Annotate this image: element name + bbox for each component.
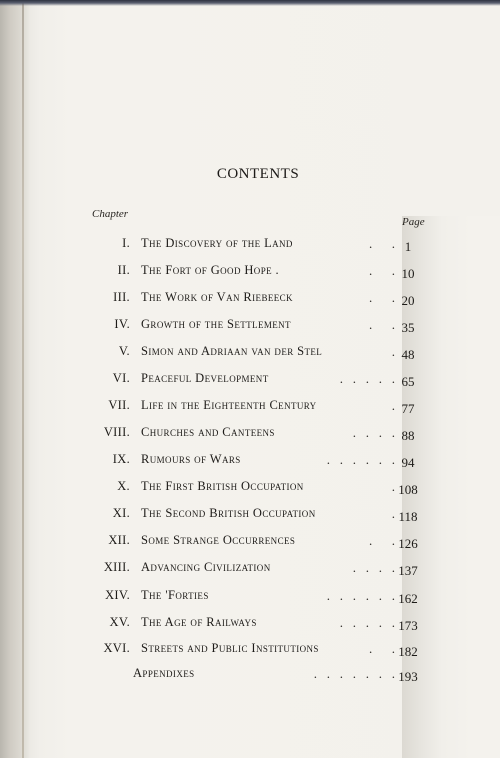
dot-leader: . . — [369, 236, 395, 251]
toc-row — [0, 479, 500, 497]
toc-row — [0, 452, 500, 470]
dot-leader: . . — [369, 290, 395, 305]
page-number: 126 — [398, 536, 418, 551]
page-number: 77 — [401, 401, 415, 416]
chapter-title: Life in the Eighteenth Century — [141, 398, 317, 412]
page-number: 10 — [401, 266, 415, 281]
toc-row — [0, 344, 500, 362]
dot-leader: . . . . . . — [326, 452, 395, 467]
chapter-title: The Work of Van Riebeeck — [141, 290, 293, 304]
page-number: 65 — [401, 374, 415, 389]
page-number: 108 — [398, 482, 418, 497]
chapter-number: XVI. — [103, 641, 130, 655]
page-number: 94 — [401, 455, 415, 470]
page-number: 193 — [398, 669, 418, 684]
chapter-number: VII. — [108, 398, 130, 412]
chapter-title: Streets and Public Institutions — [141, 641, 319, 655]
page-column-header: Page — [402, 216, 500, 758]
toc-row — [0, 588, 500, 606]
chapter-title: Advancing Civilization — [141, 560, 271, 574]
page-number: 173 — [398, 618, 418, 633]
dot-leader: . — [391, 344, 395, 359]
chapter-number: II. — [117, 263, 130, 277]
dot-leader: . — [391, 398, 395, 413]
chapter-title: Peaceful Development — [141, 371, 269, 385]
toc-row — [0, 666, 500, 684]
page-number: 1 — [404, 239, 412, 254]
chapter-number: III. — [113, 290, 130, 304]
chapter-title: The Fort of Good Hope . — [141, 263, 280, 277]
chapter-title: Some Strange Occurrences — [141, 533, 296, 547]
chapter-title: The Second British Occupation — [141, 506, 316, 520]
chapter-title: Rumours of Wars — [141, 452, 241, 466]
chapter-title: Growth of the Settlement — [141, 317, 291, 331]
dot-leader: . — [391, 506, 395, 521]
toc-row — [0, 263, 500, 281]
contents-title: CONTENTS — [216, 166, 300, 182]
chapter-number: XV. — [109, 615, 130, 629]
chapter-title: The 'Forties — [141, 588, 209, 602]
toc-row — [0, 236, 500, 254]
chapter-number: VIII. — [103, 425, 130, 439]
dot-leader: . . . . . . — [326, 588, 395, 603]
dot-leader: . . . . . — [339, 371, 395, 386]
page-number: 162 — [398, 591, 418, 606]
toc-row — [0, 371, 500, 389]
chapter-number: X. — [117, 479, 130, 493]
chapter-number: XIV. — [105, 588, 130, 602]
chapter-number: VI. — [112, 371, 130, 385]
page-number: 88 — [401, 428, 415, 443]
chapter-title: The Age of Railways — [141, 615, 257, 629]
toc-row — [0, 425, 500, 443]
chapter-number: V. — [118, 344, 130, 358]
toc-row — [0, 506, 500, 524]
page-number: 182 — [398, 644, 418, 659]
chapter-number: I. — [122, 236, 130, 250]
chapter-column-header: Chapter — [92, 208, 129, 220]
page-number: 48 — [401, 347, 415, 362]
chapter-number: XIII. — [103, 560, 130, 574]
dot-leader: . . — [369, 317, 395, 332]
chapter-title: Simon and Adriaan van der Stel — [141, 344, 323, 358]
dot-leader: . . — [369, 263, 395, 278]
dot-leader: . . . . — [352, 425, 395, 440]
dot-leader: . . — [369, 533, 395, 548]
toc-row — [0, 317, 500, 335]
page-number: 20 — [401, 293, 415, 308]
toc-row — [0, 533, 500, 551]
toc-row — [0, 398, 500, 416]
page-number: 118 — [398, 509, 418, 524]
chapter-title: Churches and Canteens — [141, 425, 275, 439]
chapter-title: The First British Occupation — [141, 479, 304, 493]
dot-leader: . — [391, 479, 395, 494]
page-number: 137 — [398, 563, 418, 578]
page-number: 35 — [401, 320, 415, 335]
toc-row — [0, 290, 500, 308]
dot-leader: . . — [369, 641, 395, 656]
chapter-number: IX. — [112, 452, 130, 466]
chapter-title: Appendixes — [133, 666, 195, 680]
page-top-edge — [0, 0, 500, 6]
chapter-number: XII. — [108, 533, 130, 547]
dot-leader: . . . . . . . — [313, 666, 395, 681]
dot-leader: . . . . . — [339, 615, 395, 630]
chapter-title: The Discovery of the Land — [141, 236, 293, 250]
chapter-number: XI. — [112, 506, 130, 520]
toc-row — [0, 560, 500, 578]
dot-leader: . . . . — [352, 560, 395, 575]
toc-row — [0, 615, 500, 633]
toc-row — [0, 641, 500, 659]
chapter-number: IV. — [114, 317, 130, 331]
